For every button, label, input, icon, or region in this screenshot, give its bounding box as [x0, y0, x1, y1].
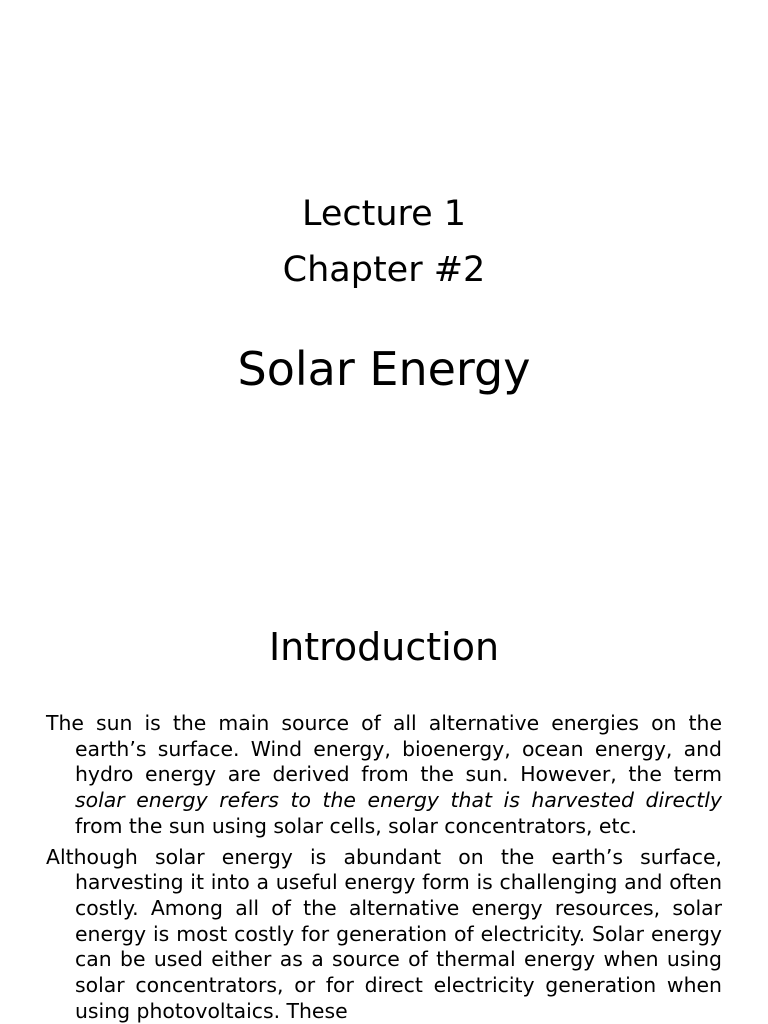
paragraph — [46, 845, 722, 1024]
lecture-number: Lecture 1 — [301, 194, 467, 234]
paragraph-text: from the sun using solar cells, solar concentrators, etc. — [75, 813, 638, 838]
italic-text: solar energy refers to the energy that is harvested directly — [75, 788, 722, 813]
paragraph — [46, 711, 722, 840]
body-text — [46, 711, 722, 1024]
section-heading: Introduction — [268, 625, 500, 669]
paragraph-text: The sun is the main source of all alternative energies on the earth’s surface. Wind energy, bioenergy, ocean energy, and hydro energy are derived from the sun. However, the term — [46, 711, 722, 787]
slide-title: Solar Energy — [237, 342, 531, 396]
chapter-number: Chapter #2 — [282, 250, 486, 290]
paragraph-text: Although solar energy is abundant on the earth’s surface, harvesting it into a useful energy form is challenging and often costly. Among all of the alternative energy resources, solar energy is most costly for generation of electricity. Solar energy can be used either as a source of thermal energy when using solar concentrators, or for direct electricity generation when using photovoltaics. These — [46, 844, 722, 1023]
